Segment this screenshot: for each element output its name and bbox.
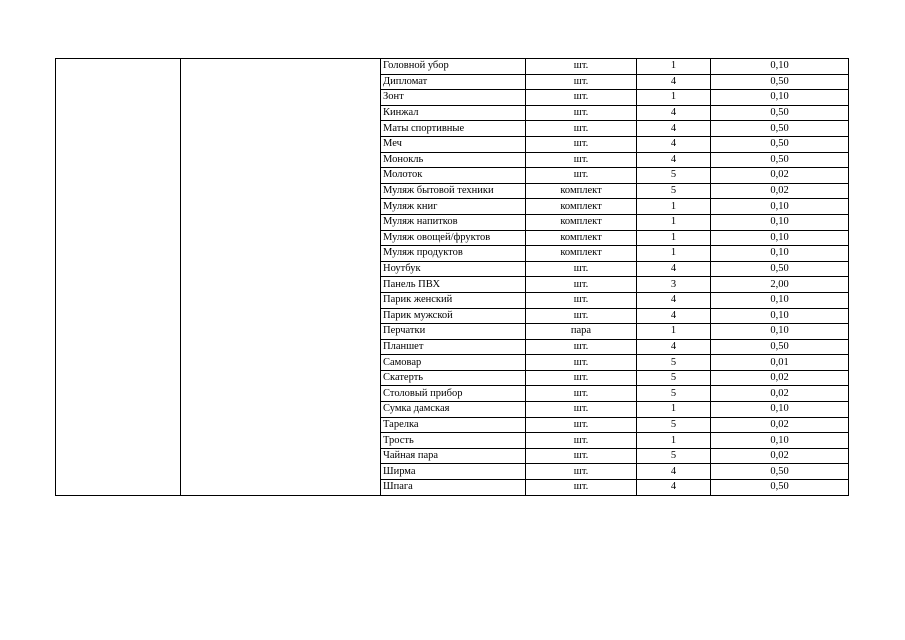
item-value-cell: 0,50 — [711, 121, 849, 137]
item-quantity-cell: 4 — [637, 136, 711, 152]
item-name-cell: Молоток — [381, 168, 526, 184]
item-value-cell: 0,50 — [711, 74, 849, 90]
item-value-cell: 0,02 — [711, 448, 849, 464]
item-name-cell: Панель ПВХ — [381, 277, 526, 293]
item-name-cell: Монокль — [381, 152, 526, 168]
item-quantity-cell: 5 — [637, 417, 711, 433]
item-quantity-cell: 1 — [637, 402, 711, 418]
item-unit-cell: шт. — [526, 136, 637, 152]
item-name-cell: Сумка дамская — [381, 402, 526, 418]
item-quantity-cell: 4 — [637, 74, 711, 90]
item-unit-cell: шт. — [526, 370, 637, 386]
item-value-cell: 0,50 — [711, 261, 849, 277]
item-value-cell: 0,50 — [711, 152, 849, 168]
item-quantity-cell: 4 — [637, 152, 711, 168]
props-table-body — [56, 59, 849, 496]
item-quantity-cell: 1 — [637, 230, 711, 246]
item-value-cell: 0,10 — [711, 230, 849, 246]
item-quantity-cell: 4 — [637, 308, 711, 324]
item-name-cell: Муляж овощей/фруктов — [381, 230, 526, 246]
item-value-cell: 2,00 — [711, 277, 849, 293]
item-value-cell: 0,02 — [711, 386, 849, 402]
item-unit-cell: шт. — [526, 339, 637, 355]
item-quantity-cell: 5 — [637, 183, 711, 199]
item-quantity-cell: 3 — [637, 277, 711, 293]
item-quantity-cell: 5 — [637, 386, 711, 402]
item-name-cell: Скатерть — [381, 370, 526, 386]
item-quantity-cell: 4 — [637, 105, 711, 121]
item-unit-cell: комплект — [526, 230, 637, 246]
merged-cell-middle — [181, 59, 381, 496]
item-quantity-cell: 4 — [637, 480, 711, 496]
item-value-cell: 0,10 — [711, 214, 849, 230]
item-name-cell: Планшет — [381, 339, 526, 355]
item-quantity-cell: 4 — [637, 464, 711, 480]
item-unit-cell: шт. — [526, 152, 637, 168]
item-quantity-cell: 1 — [637, 214, 711, 230]
item-value-cell: 0,10 — [711, 433, 849, 449]
item-unit-cell: шт. — [526, 355, 637, 371]
item-value-cell: 0,02 — [711, 370, 849, 386]
item-quantity-cell: 5 — [637, 355, 711, 371]
item-unit-cell: шт. — [526, 480, 637, 496]
item-unit-cell: пара — [526, 324, 637, 340]
table-row — [56, 59, 849, 75]
item-value-cell: 0,50 — [711, 339, 849, 355]
item-name-cell: Муляж напитков — [381, 214, 526, 230]
item-value-cell: 0,50 — [711, 136, 849, 152]
item-name-cell: Шпага — [381, 480, 526, 496]
item-name-cell: Парик женский — [381, 292, 526, 308]
item-name-cell: Перчатки — [381, 324, 526, 340]
item-unit-cell: шт. — [526, 277, 637, 293]
item-unit-cell: комплект — [526, 214, 637, 230]
item-unit-cell: шт. — [526, 121, 637, 137]
item-quantity-cell: 5 — [637, 448, 711, 464]
item-unit-cell: шт. — [526, 308, 637, 324]
item-value-cell: 0,10 — [711, 90, 849, 106]
item-quantity-cell: 5 — [637, 168, 711, 184]
item-value-cell: 0,10 — [711, 292, 849, 308]
item-value-cell: 0,10 — [711, 308, 849, 324]
item-name-cell: Меч — [381, 136, 526, 152]
item-unit-cell: шт. — [526, 402, 637, 418]
item-value-cell: 0,10 — [711, 199, 849, 215]
item-value-cell: 0,50 — [711, 464, 849, 480]
item-name-cell: Столовый прибор — [381, 386, 526, 402]
item-name-cell: Муляж продуктов — [381, 246, 526, 262]
item-quantity-cell: 4 — [637, 121, 711, 137]
merged-cell-left — [56, 59, 181, 496]
item-name-cell: Зонт — [381, 90, 526, 106]
item-quantity-cell: 1 — [637, 246, 711, 262]
item-name-cell: Тарелка — [381, 417, 526, 433]
item-unit-cell: комплект — [526, 246, 637, 262]
item-value-cell: 0,02 — [711, 183, 849, 199]
item-unit-cell: шт. — [526, 105, 637, 121]
item-name-cell: Кинжал — [381, 105, 526, 121]
item-unit-cell: шт. — [526, 386, 637, 402]
item-unit-cell: шт. — [526, 433, 637, 449]
item-name-cell: Маты спортивные — [381, 121, 526, 137]
item-value-cell: 0,10 — [711, 59, 849, 75]
item-unit-cell: комплект — [526, 199, 637, 215]
item-unit-cell: шт. — [526, 74, 637, 90]
item-unit-cell: шт. — [526, 261, 637, 277]
item-name-cell: Ширма — [381, 464, 526, 480]
item-unit-cell: комплект — [526, 183, 637, 199]
item-value-cell: 0,02 — [711, 417, 849, 433]
item-quantity-cell: 1 — [637, 433, 711, 449]
item-name-cell: Головной убор — [381, 59, 526, 75]
item-name-cell: Муляж бытовой техники — [381, 183, 526, 199]
item-quantity-cell: 5 — [637, 370, 711, 386]
item-unit-cell: шт. — [526, 292, 637, 308]
item-unit-cell: шт. — [526, 448, 637, 464]
item-name-cell: Муляж книг — [381, 199, 526, 215]
item-value-cell: 0,10 — [711, 246, 849, 262]
item-quantity-cell: 4 — [637, 339, 711, 355]
props-table — [55, 58, 849, 496]
item-quantity-cell: 1 — [637, 324, 711, 340]
item-quantity-cell: 1 — [637, 59, 711, 75]
item-name-cell: Чайная пара — [381, 448, 526, 464]
item-name-cell: Трость — [381, 433, 526, 449]
item-unit-cell: шт. — [526, 168, 637, 184]
item-value-cell: 0,10 — [711, 402, 849, 418]
item-name-cell: Самовар — [381, 355, 526, 371]
item-value-cell: 0,10 — [711, 324, 849, 340]
item-value-cell: 0,50 — [711, 480, 849, 496]
item-value-cell: 0,50 — [711, 105, 849, 121]
item-name-cell: Дипломат — [381, 74, 526, 90]
item-name-cell: Парик мужской — [381, 308, 526, 324]
item-value-cell: 0,01 — [711, 355, 849, 371]
item-unit-cell: шт. — [526, 417, 637, 433]
item-name-cell: Ноутбук — [381, 261, 526, 277]
item-quantity-cell: 1 — [637, 199, 711, 215]
item-unit-cell: шт. — [526, 90, 637, 106]
item-quantity-cell: 4 — [637, 261, 711, 277]
item-unit-cell: шт. — [526, 59, 637, 75]
item-unit-cell: шт. — [526, 464, 637, 480]
item-value-cell: 0,02 — [711, 168, 849, 184]
item-quantity-cell: 1 — [637, 90, 711, 106]
item-quantity-cell: 4 — [637, 292, 711, 308]
